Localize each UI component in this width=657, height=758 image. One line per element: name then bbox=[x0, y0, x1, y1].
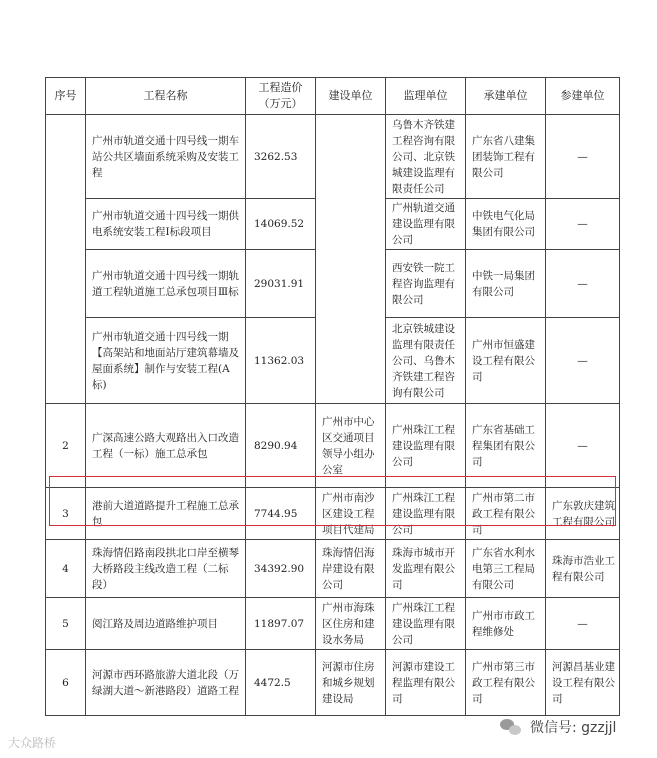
header-contractor: 承建单位 bbox=[466, 78, 546, 115]
supervisor-cell: 珠海市城市开发监理有限公司 bbox=[386, 540, 466, 598]
name-cell: 广深高速公路大观路出入口改造工程（一标）施工总承包 bbox=[86, 404, 246, 488]
supervisor-cell: 北京铁城建设监理有限责任公司、乌鲁木齐铁建工程咨询有限公司 bbox=[386, 318, 466, 404]
participant-cell: 河源昌基业建设工程有限公司 bbox=[546, 650, 620, 716]
contractor-cell: 广州市第三市政工程有限公司 bbox=[466, 650, 546, 716]
seq-cell-empty bbox=[46, 115, 86, 404]
cost-cell: 7744.95 bbox=[246, 488, 316, 540]
supervisor-cell: 西安铁一院工程咨询监理有限公司 bbox=[386, 250, 466, 318]
seq-cell: 2 bbox=[46, 404, 86, 488]
supervisor-cell: 广州轨道交通建设监理有限公司 bbox=[386, 199, 466, 250]
cost-cell: 11362.03 bbox=[246, 318, 316, 404]
participant-cell: — bbox=[546, 250, 620, 318]
supervisor-cell: 河源市建设工程监理有限公司 bbox=[386, 650, 466, 716]
name-cell: 广州市轨道交通十四号线一期【高架站和地面站厅建筑幕墙及屋面系统】制作与安装工程(A标) bbox=[86, 318, 246, 404]
table-row bbox=[46, 598, 620, 650]
builder-cell: 珠海情侣海岸建设有限公司 bbox=[316, 540, 386, 598]
header-name: 工程名称 bbox=[86, 78, 246, 115]
supervisor-cell: 广州珠江工程建设监理有限公司 bbox=[386, 488, 466, 540]
supervisor-cell: 广州珠江工程建设监理有限公司 bbox=[386, 598, 466, 650]
cost-cell: 8290.94 bbox=[246, 404, 316, 488]
contractor-cell: 中铁电气化局集团有限公司 bbox=[466, 199, 546, 250]
contractor-cell: 广东省基础工程集团有限公司 bbox=[466, 404, 546, 488]
cost-cell: 4472.5 bbox=[246, 650, 316, 716]
participant-cell: — bbox=[546, 199, 620, 250]
wechat-icon bbox=[500, 718, 522, 736]
seq-cell: 5 bbox=[46, 598, 86, 650]
participant-cell: — bbox=[546, 404, 620, 488]
watermark-left: 大众路桥 bbox=[8, 736, 57, 750]
table-row bbox=[46, 488, 620, 540]
header-cost: 工程造价（万元） bbox=[246, 78, 316, 115]
participant-cell: 珠海市浩业工程有限公司 bbox=[546, 540, 620, 598]
cost-cell: 11897.07 bbox=[246, 598, 316, 650]
cost-cell: 14069.52 bbox=[246, 199, 316, 250]
seq-cell: 3 bbox=[46, 488, 86, 540]
header-seq: 序号 bbox=[46, 78, 86, 115]
name-cell: 广州市轨道交通十四号线一期供电系统安装工程Ⅰ标段项目 bbox=[86, 199, 246, 250]
builder-cell: 河源市住房和城乡规划建设局 bbox=[316, 650, 386, 716]
seq-cell: 4 bbox=[46, 540, 86, 598]
contractor-cell: 广州市第二市政工程有限公司 bbox=[466, 488, 546, 540]
table-row bbox=[46, 404, 620, 488]
project-table-sheet bbox=[45, 77, 620, 716]
contractor-cell: 广东省水利水电第三工程局有限公司 bbox=[466, 540, 546, 598]
participant-cell: — bbox=[546, 115, 620, 199]
name-cell: 河源市西环路旅游大道北段（万绿湖大道～新港路段）道路工程 bbox=[86, 650, 246, 716]
participant-cell: — bbox=[546, 318, 620, 404]
header-row bbox=[46, 78, 620, 115]
contractor-cell: 中铁一局集团有限公司 bbox=[466, 250, 546, 318]
header-builder: 建设单位 bbox=[316, 78, 386, 115]
contractor-cell: 广州市恒盛建设工程有限公司 bbox=[466, 318, 546, 404]
participant-cell: 广东敦庆建筑工程有限公司 bbox=[546, 488, 620, 540]
cost-cell: 34392.90 bbox=[246, 540, 316, 598]
table-row bbox=[46, 650, 620, 716]
name-cell: 广州市轨道交通十四号线一期轨道工程轨道施工总承包项目Ⅲ标 bbox=[86, 250, 246, 318]
participant-cell: — bbox=[546, 598, 620, 650]
builder-cell: 广州市南沙区建设工程项目代建局 bbox=[316, 488, 386, 540]
seq-cell: 6 bbox=[46, 650, 86, 716]
header-participant: 参建单位 bbox=[546, 78, 620, 115]
name-cell: 珠海情侣路南段拱北口岸至横琴大桥路段主线改造工程（二标段） bbox=[86, 540, 246, 598]
name-cell: 港前大道道路提升工程施工总承包 bbox=[86, 488, 246, 540]
header-supervisor: 监理单位 bbox=[386, 78, 466, 115]
contractor-cell: 广东省八建集团装饰工程有限公司 bbox=[466, 115, 546, 199]
builder-cell: 广州市海珠区住房和建设水务局 bbox=[316, 598, 386, 650]
builder-cell-empty bbox=[316, 115, 386, 404]
cost-cell: 29031.91 bbox=[246, 250, 316, 318]
table-row bbox=[46, 115, 620, 199]
builder-cell: 广州市中心区交通项目领导小组办公室 bbox=[316, 404, 386, 488]
wechat-id: 微信号: gzzjjl bbox=[530, 720, 617, 736]
cost-cell: 3262.53 bbox=[246, 115, 316, 199]
project-table bbox=[45, 77, 620, 716]
table-row bbox=[46, 540, 620, 598]
supervisor-cell: 广州珠江工程建设监理有限公司 bbox=[386, 404, 466, 488]
name-cell: 广州市轨道交通十四号线一期车站公共区墙面系统采购及安装工程 bbox=[86, 115, 246, 199]
supervisor-cell: 乌鲁木齐铁建工程咨询有限公司、北京铁城建设监理有限责任公司 bbox=[386, 115, 466, 199]
name-cell: 阅江路及周边道路维护项目 bbox=[86, 598, 246, 650]
wechat-watermark bbox=[500, 716, 616, 738]
contractor-cell: 广州市市政工程维修处 bbox=[466, 598, 546, 650]
